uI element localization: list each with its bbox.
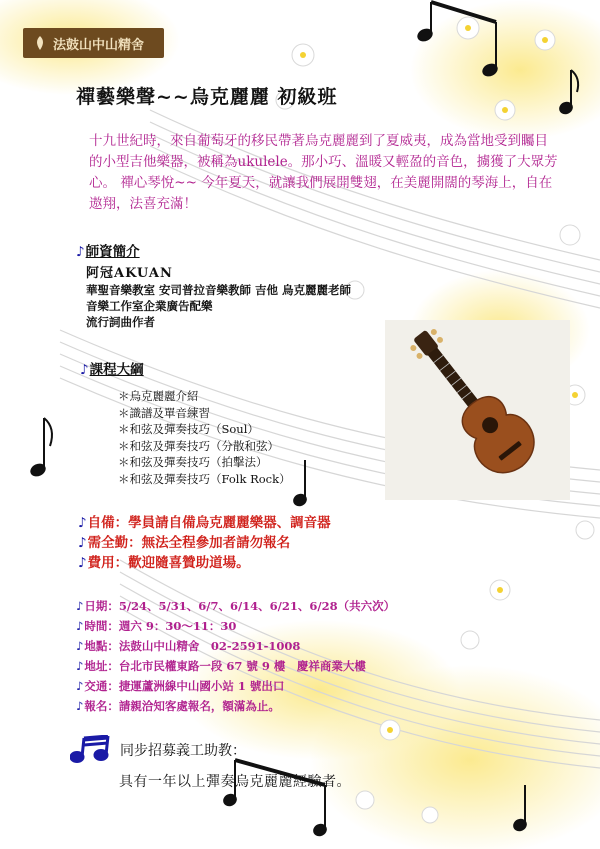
info-item: [76, 656, 395, 676]
teacher-heading: [76, 240, 140, 260]
music-note-icon: ♪: [76, 659, 84, 673]
info-list: [76, 596, 395, 716]
outline-heading: [80, 358, 144, 378]
outline-heading-label: 課程大綱: [89, 362, 144, 378]
notice-text: 需全勤：無法全程參加者請勿報名: [87, 535, 291, 551]
intro-paragraph: 十九世紀時，來自葡萄牙的移民帶著烏克麗麗到了夏威夷，成為當地受到矚目的小型吉他樂器，被稱為ukulele。那小巧、溫暖又輕盈的音色，擄獲了大眾芳心。 禪心琴悅~~ 今年夏天，就讓我們展開雙翅，在美麗開闊的琴海上，自在遨翔，法喜充滿！: [89, 133, 558, 212]
music-note-icon: ♪: [78, 535, 87, 551]
outline-item: ＊和弦及彈奏技巧（Soul）: [118, 422, 259, 436]
music-note-icon: ♪: [76, 639, 84, 653]
music-note-icon: ♪: [76, 679, 84, 693]
music-note-icon: ♪: [80, 362, 89, 378]
teacher-info: [86, 266, 351, 330]
info-location: 地點：法鼓山中山精舍 02-2591-1008: [84, 639, 301, 653]
outline-item: ＊識譜及單音練習: [118, 405, 210, 420]
teacher-name: 阿冠AKUAN: [86, 266, 173, 281]
music-note-icon: ♪: [76, 619, 84, 633]
music-note-icon: ♪: [76, 244, 85, 260]
ukulele-icon: [385, 320, 570, 500]
info-item: [76, 616, 395, 636]
teacher-line: 華聖音樂教室 安司普拉音樂教師 吉他 烏克麗麗老師: [86, 283, 352, 297]
music-note-icon: ♪: [78, 555, 87, 571]
volunteer-requirement: 具有一年以上彈奏烏克麗麗經驗者。: [119, 774, 351, 790]
info-item: [76, 676, 395, 696]
notice-item: [78, 533, 331, 553]
volunteer-section: [70, 735, 246, 767]
page-title: 禪藝樂聲~~烏克麗麗 初級班: [76, 86, 338, 108]
outline-item: ＊烏克麗麗介紹: [118, 389, 199, 403]
outline-item: ＊和弦及彈奏技巧（拍擊法）: [118, 455, 268, 469]
notice-item: [78, 553, 331, 573]
info-date: 日期：5/24、5/31、6/7、6/14、6/21、6/28（共六次）: [84, 599, 396, 613]
info-address: 地址：台北市民權東路一段 67 號 9 樓 慶祥商業大樓: [84, 659, 366, 673]
notice-list: [78, 513, 331, 573]
logo-text: 法鼓山中山精舍: [53, 37, 145, 53]
info-transport: 交通：捷運蘆洲線中山國小站 1 號出口: [84, 679, 285, 693]
notice-text: 費用：歡迎隨喜贊助道場。: [87, 555, 250, 571]
music-note-icon: ♪: [76, 599, 84, 613]
notice-item: [78, 513, 331, 533]
ukulele-image: [385, 320, 570, 500]
music-note-icon: ♪: [78, 515, 87, 531]
teacher-line: 音樂工作室企業廣告配樂: [86, 299, 213, 313]
volunteer-label: 同步招募義工助教：: [120, 743, 246, 759]
notice-text: 自備：學員請自備烏克麗麗樂器、調音器: [87, 515, 331, 531]
outline-item: ＊和弦及彈奏技巧（Folk Rock）: [118, 471, 291, 486]
info-item: [76, 696, 395, 716]
double-note-icon: [70, 735, 110, 763]
info-time: 時間：週六 9：30～11：30: [84, 619, 237, 633]
logo-mark-icon: [33, 35, 47, 51]
outline-item: ＊和弦及彈奏技巧（分散和弦）: [118, 438, 279, 453]
music-note-icon: ♪: [76, 699, 84, 713]
outline-list: [118, 388, 291, 487]
teacher-line: 流行詞曲作者: [86, 315, 155, 329]
teacher-heading-label: 師資簡介: [85, 244, 140, 260]
info-registration: 報名：請親洽知客處報名，額滿為止。: [84, 699, 280, 713]
info-item: [76, 596, 395, 616]
logo: [23, 28, 164, 58]
info-item: [76, 636, 395, 656]
